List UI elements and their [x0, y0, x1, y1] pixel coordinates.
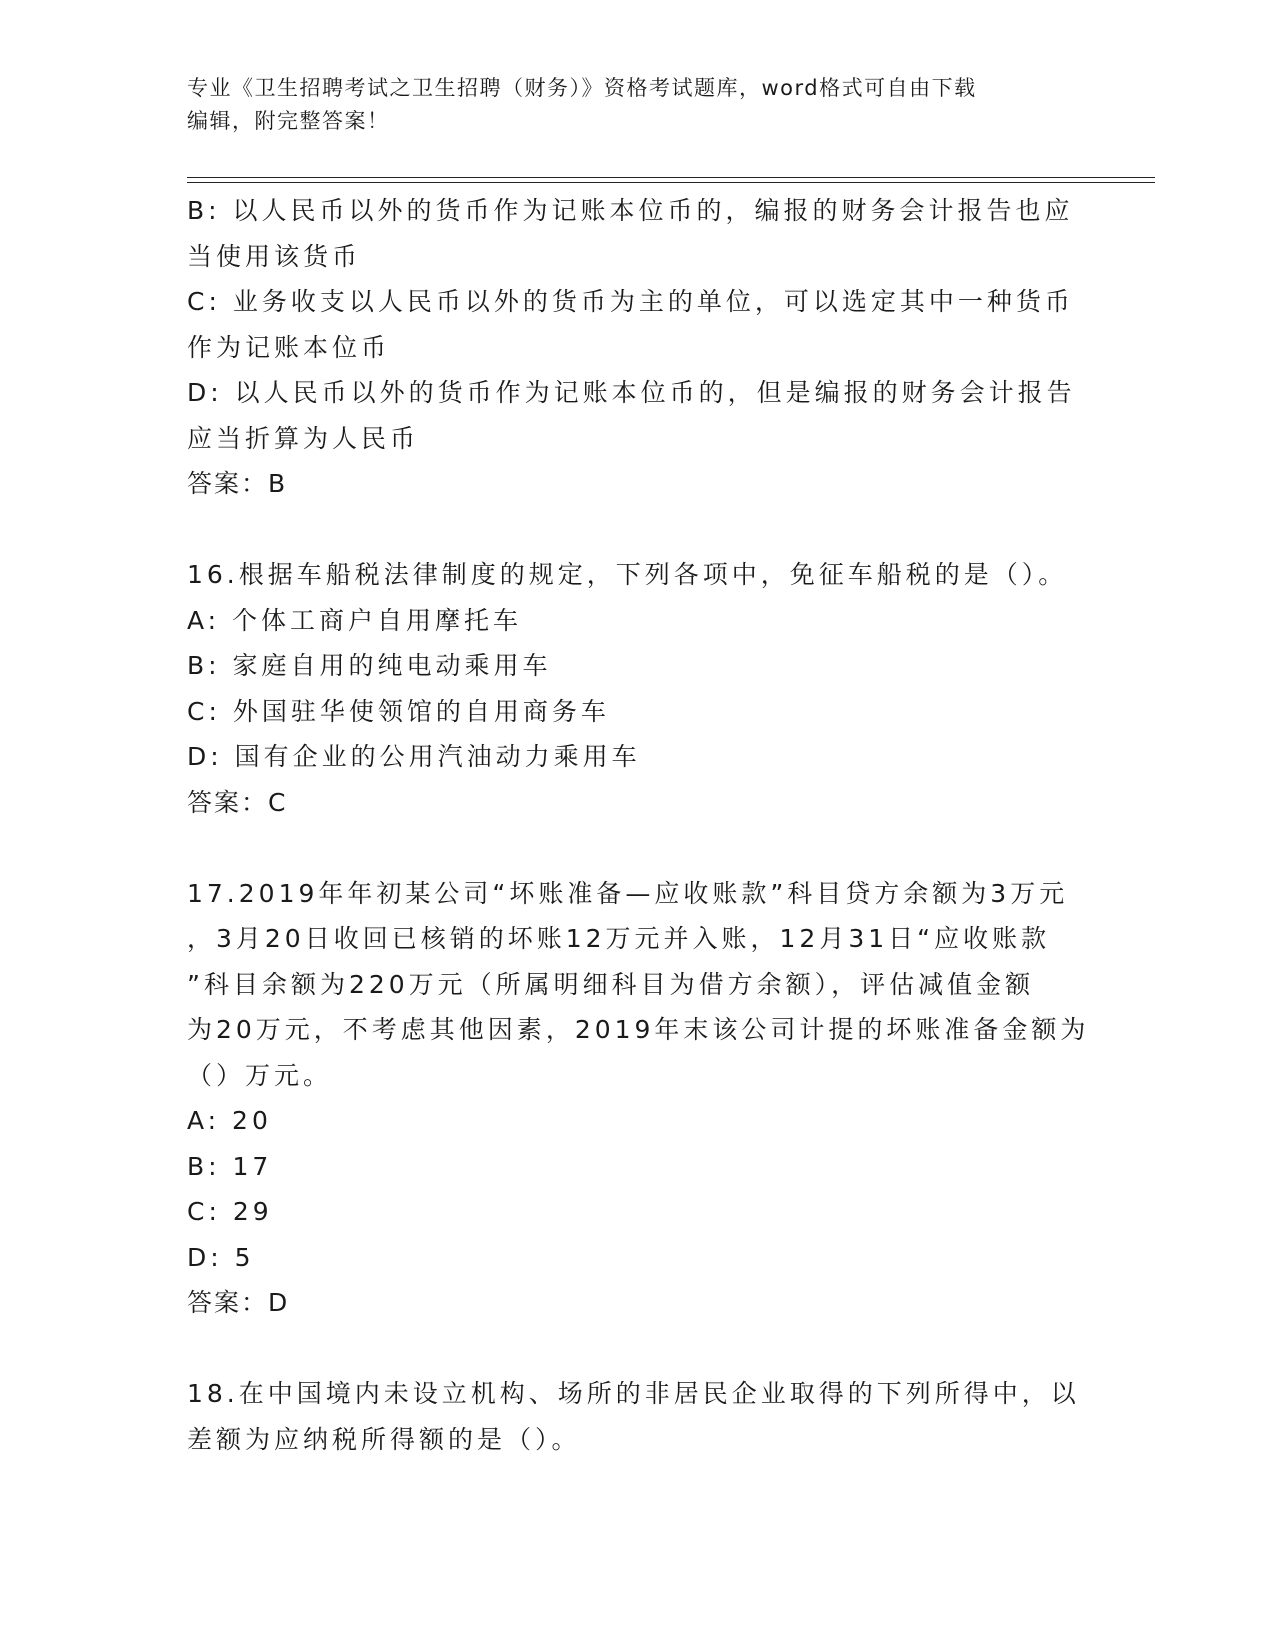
- question-text: 16.根据车船税法律制度的规定，下列各项中，免征车船税的是（）。: [187, 560, 1068, 589]
- question-text: 18.在中国境内未设立机构、场所的非居民企业取得的下列所得中，以: [187, 1379, 1080, 1408]
- answer-line: 答案：C: [187, 787, 288, 817]
- option-a: A: 20: [187, 1106, 272, 1135]
- question-15-block: [187, 188, 1087, 507]
- option-b-continued: 当使用该货币: [187, 241, 362, 271]
- header-line: 专业《卫生招聘考试之卫生招聘（财务）》资格考试题库，word格式可自由下载: [187, 76, 977, 100]
- option-d: D: 5: [187, 1242, 255, 1272]
- spacer: [187, 1326, 1087, 1372]
- option-b: B: 家庭自用的纯电动乘用车: [187, 651, 552, 680]
- option-d: D: 以人民币以外的货币作为记账本位币的，但是编报的财务会计报告: [187, 378, 1076, 407]
- header-line: 编辑，附完整答案！: [187, 109, 390, 133]
- spacer: [187, 825, 1087, 871]
- spacer: [187, 507, 1087, 553]
- answer-line: 答案：B: [187, 469, 288, 498]
- option-c: C: 外国驻华使领馆的自用商务车: [187, 696, 610, 726]
- option-d: D: 国有企业的公用汽油动力乘用车: [187, 742, 641, 771]
- option-a: A: 个体工商户自用摩托车: [187, 605, 523, 635]
- document-header: [187, 72, 1087, 138]
- option-b: B: 以人民币以外的货币作为记账本位币的，编报的财务会计报告也应: [187, 196, 1074, 225]
- answer-line: 答案：D: [187, 1288, 290, 1317]
- question-text: 17.2019年年初某公司“坏账准备—应收账款”科目贷方余额为3万元: [187, 878, 1069, 908]
- header-divider: [187, 182, 1155, 183]
- option-b: B: 17: [187, 1151, 273, 1181]
- option-c-continued: 作为记账本位币: [187, 332, 391, 362]
- question-text: （）万元。: [187, 1060, 333, 1090]
- question-text: 差额为应纳税所得额的是（）。: [187, 1424, 581, 1454]
- option-c: C: 业务收支以人民币以外的货币为主的单位，可以选定其中一种货币: [187, 287, 1074, 316]
- option-d-continued: 应当折算为人民币: [187, 423, 420, 453]
- question-17-block: [187, 871, 1090, 1326]
- question-text: 为20万元，不考虑其他因素，2019年末该公司计提的坏账准备金额为: [187, 1015, 1090, 1044]
- question-text: ”科目余额为220万元（所属明细科目为借方余额），评估减值金额: [187, 969, 1035, 999]
- question-18-block: [187, 1371, 1087, 1462]
- document-body: [187, 188, 1090, 1462]
- header-divider: [187, 177, 1155, 178]
- question-text: ，3月20日收回已核销的坏账12万元并入账，12月31日“应收账款: [187, 924, 1051, 953]
- option-c: C: 29: [187, 1197, 273, 1226]
- question-16-block: [187, 552, 1087, 825]
